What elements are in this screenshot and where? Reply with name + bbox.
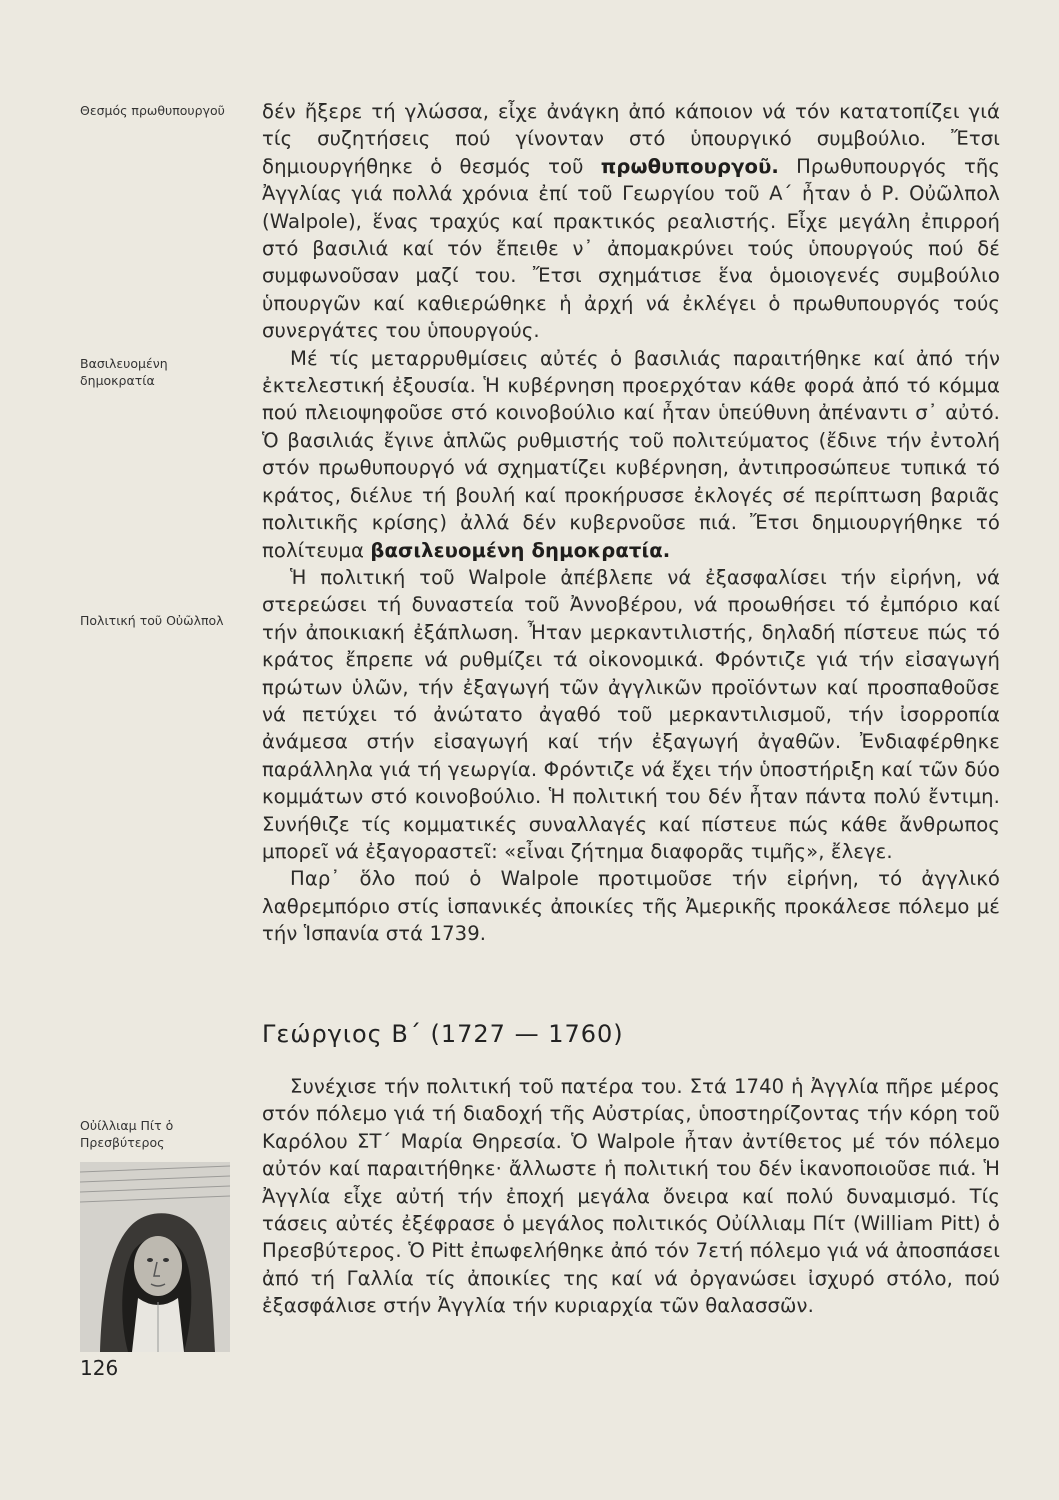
- paragraph-2-text-a: Μέ τίς μεταρρυθμίσεις αὐτές ὁ βασιλιάς παραιτήθηκε καί ἀπό τήν ἐκτελεστική ἐξουσία. Ἡ κυβέρνηση προερχόταν κάθε φορά ἀπό τό κόμμα πού πλειοψηφοῦσε στό κοινοβούλιο καί ἦταν ὑπεύθυνη ἀπέναντι σ᾽ αὐτό. Ὁ βασιλιάς ἔγινε ἁπλῶς ρυθμιστής τοῦ πολιτεύματος (ἔδινε τήν ἐντολή στόν πρωθυπουργό νά σχηματίζει κυβέρνηση, ἀντιπροσώπευε τυπικά τό κράτος, διέλυε τή βουλή καί προκήρυσσε ἐκλογές σέ περίπτωση βαριᾶς πολιτικῆς κρίσης) ἀλλά δέν κυβερνοῦσε πιά. Ἔτσι δημιουργήθηκε τό πολίτευμα: [262, 346, 1000, 562]
- paragraph-1-text-b: Πρωθυπουργός τῆς Ἀγγλίας γιά πολλά χρόνια ἐπί τοῦ Γεωργίου τοῦ Α΄ ἦταν ὁ Ρ. Οὐῶλπολ (Walpole), ἕνας τραχύς καί πρακτικός ρεαλιστής. Εἶχε μεγάλη ἐπιρροή στό βασιλιά καί τόν ἔπειθε ν᾽ ἀπομακρύνει τούς ὑπουργούς πού δέ συμφωνοῦσαν μαζί του. Ἔτσι σχημάτισε ἕνα ὁμοιογενές συμβούλιο ὑπουργῶν καί καθιερώθηκε ἡ ἀρχή νά ἐκλέγει ὁ πρωθυπουργός τούς συνεργάτες του ὑπουργούς.: [262, 154, 1000, 343]
- portrait-william-pitt: [80, 1162, 230, 1352]
- main-text-lower: [262, 1073, 1000, 1320]
- paragraph-5: Συνέχισε τήν πολιτική τοῦ πατέρα του. Στά 1740 ἡ Ἀγγλία πῆρε μέρος στόν πόλεμο γιά τή διαδοχή τῆς Αὐστρίας, ὑποστηρίζοντας τήν κόρη τοῦ Καρόλου ΣΤ΄ Μαρία Θηρεσία. Ὁ Walpole ἦταν ἀντίθετος μέ τόν πόλεμο αὐτόν καί παραιτήθηκε· ἄλλωστε ἡ πολιτική του δέν ἱκανοποιοῦσε πιά. Ἡ Ἀγγλία εἶχε αὐτή τήν ἐποχή μεγάλα ὄνειρα καί πολύ δυναμισμό. Τίς τάσεις αὐτές ἐξέφρασε ὁ μεγάλος πολιτικός Οὐίλλιαμ Πίτ (William Pitt) ὁ Πρεσβύτερος. Ὁ Pitt ἐπωφελήθηκε ἀπό τόν 7ετή πόλεμο γιά νά ἀποσπάσει ἀπό τή Γαλλία τίς ἀποικίες της καί νά ὀργανώσει ἰσχυρό στόλο, πού ἐξασφάλισε στήν Ἀγγλία τήν κυριαρχία τῶν θαλασσῶν.: [262, 1075, 1000, 1318]
- margin-note-prime-minister: Θεσμός πρωθυπουργοῦ: [80, 103, 225, 118]
- paragraph-1: [262, 98, 1000, 345]
- page-number: 126: [80, 1356, 119, 1380]
- section-heading-george-ii: Γεώργιος Β΄ (1727 — 1760): [262, 1020, 624, 1048]
- margin-note-constitutional-monarchy: Βασιλευομένη δημοκρατία: [80, 356, 168, 388]
- paragraph-3: Ἡ πολιτική τοῦ Walpole ἀπέβλεπε νά ἐξασφαλίσει τήν εἰρήνη, νά στερεώσει τή δυναστεία τοῦ Ἀννοβέρου, νά προωθήσει τό ἐμπόριο καί τήν ἀποικιακή ἐξάπλωση. Ἦταν μερκαντιλιστής, δηλαδή πίστευε πώς τό κράτος ἔπρεπε νά ρυθμίζει τά οἰκονομικά. Φρόντιζε γιά τήν εἰσαγωγή πρώτων ὑλῶν, τήν ἐξαγωγή τῶν ἀγγλικῶν προϊόντων καί προσπαθοῦσε νά πετύχει τό ἀνώτατο ἀγαθό τοῦ μερκαντιλισμοῦ, τήν ἰσορροπία ἀνάμεσα στήν εἰσαγωγή καί τήν ἐξαγωγή ἀγαθῶν. Ἐνδιαφέρθηκε παράλληλα γιά τή γεωργία. Φρόντιζε νά ἔχει τήν ὑποστήριξη καί τῶν δύο κομμάτων στό κοινοβούλιο. Ἡ πολιτική του δέν ἦταν πάντα πολύ ἔντιμη. Συνήθιζε τίς κομματικές συναλλαγές καί πίστευε πώς κάθε ἄνθρωπος μπορεῖ νά ἐξαγοραστεῖ: «εἶναι ζήτημα διαφορᾶς τιμῆς», ἔλεγε.: [262, 565, 1000, 863]
- paragraph-2: [262, 345, 1000, 564]
- paragraph-4: Παρ᾽ ὅλο πού ὁ Walpole προτιμοῦσε τήν εἰρήνη, τό ἀγγλικό λαθρεμπόριο στίς ἱσπανικές ἀποικίες τῆς Ἀμερικῆς προκάλεσε πόλεμο μέ τήν Ἱσπανία στά 1739.: [262, 867, 1000, 946]
- margin-note-walpole-policy: Πολιτική τοῦ Οὐῶλπολ: [80, 613, 224, 628]
- main-text-upper: [262, 98, 1000, 948]
- margin-note-william-pitt: Οὐίλλιαμ Πίτ ὁ Πρεσβύτερος: [80, 1118, 174, 1150]
- term-constitutional-monarchy: βασιλευομένη δημοκρατία.: [370, 538, 671, 562]
- paragraph-1-text-a: δέν ἤξερε τή γλώσσα, εἶχε ἀνάγκη ἀπό κάποιον νά τόν κατατοπίζει γιά τίς συζητήσεις πού γίνονταν στό ὑπουργικό συμβούλιο. Ἔτσι δημιουργήθηκε ὁ θεσμός τοῦ: [262, 100, 1000, 178]
- term-prime-minister: πρωθυπουργοῦ.: [600, 154, 779, 178]
- portrait-engraving: [80, 1162, 230, 1352]
